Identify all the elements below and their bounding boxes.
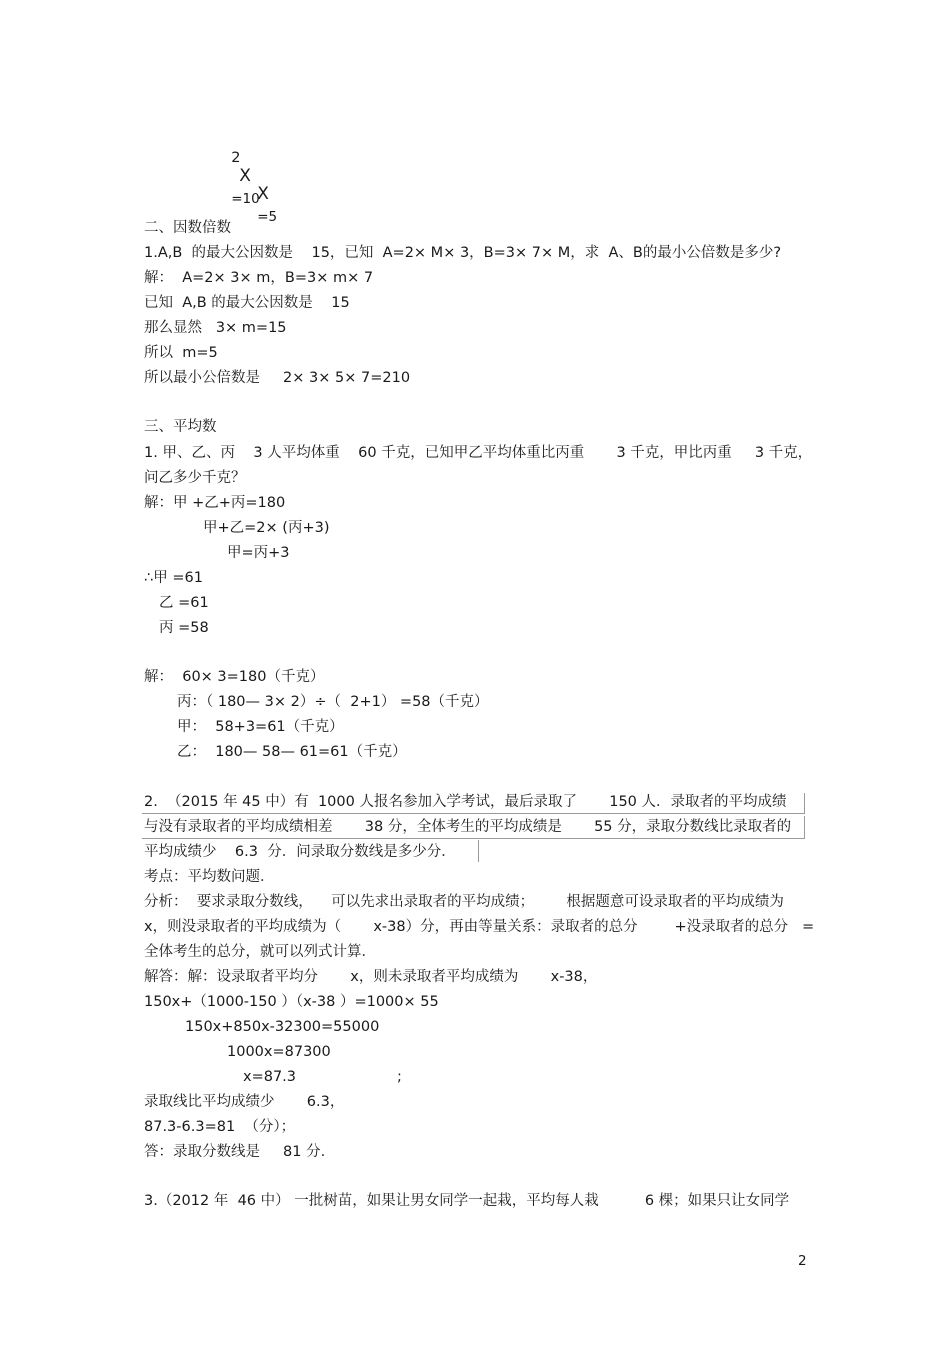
question2-answer: 解答：解：设录取者平均分 x，则未录取者平均成绩为 x-38， — [144, 969, 598, 985]
average-solution2-line: 甲： 58+3=61（千克） — [177, 719, 344, 735]
eq1-coef: 2 — [231, 150, 241, 166]
question2-answer: x=87.3 — [243, 1069, 297, 1085]
question2-analysis: 分析： 要求录取分数线， 可以先求出录取者的平均成绩； 根据题意可设录取者的平均成绩为 — [144, 894, 784, 910]
average-question-line-1: 1. 甲、乙、丙 3 人平均体重 60 千克，已知甲乙平均体重比丙重 3 千克，甲比丙重 3 千克， — [144, 445, 813, 461]
question2-line: 2. （2015 年 45 中）有 1000 人报名参加入学考试，最后录取了 150 人．录取者的平均成绩 — [144, 794, 787, 810]
average-solution2-line: 丙：（ 180— 3× 2）÷（ 2+1） =58（千克） — [177, 694, 489, 710]
factors-solution-line: 所以 m=5 — [144, 345, 218, 361]
question2-final-answer: 答：录取分数线是 81 分. — [144, 1144, 326, 1160]
question2-answer: 150x+850x-32300=55000 — [185, 1019, 380, 1035]
question2-answer: 1000x=87300 — [227, 1044, 331, 1060]
question-box-border — [142, 838, 805, 839]
average-solution2-line: 乙： 180— 58— 61=61（千克） — [177, 744, 407, 760]
question3-line: 3.（2012 年 46 中） 一批树苗，如果让男女同学一起栽，平均每人栽 6 棵；如果只让女同学 — [144, 1193, 790, 1209]
average-solution-line: 丙 =58 — [159, 620, 209, 636]
average-solution-line: 乙 =61 — [159, 595, 209, 611]
question2-analysis: 全体考生的总分，就可以列式计算． — [144, 944, 376, 960]
question-box-border — [804, 793, 805, 814]
factors-solution-line: 解： A=2× 3× m，B=3× m× 7 — [144, 270, 374, 286]
question-box-border — [478, 840, 479, 862]
factors-solution-line: 那么显然 3× m=15 — [144, 320, 287, 336]
eq2-variable: X — [257, 184, 269, 204]
question2-analysis: x，则没录取者的平均成绩为（ x-38）分，再由等量关系：录取者的总分 +没录取者的总分 = — [144, 919, 815, 935]
average-solution2-line: 解： 60× 3=180（千克） — [144, 669, 325, 685]
question2-answer: ; — [397, 1069, 402, 1085]
average-question-line-2: 问乙多少千克？ — [144, 470, 246, 486]
question2-answer: 150x+（1000-150 ）（x-38 ）=1000× 55 — [144, 994, 439, 1010]
eq1-variable: X — [239, 166, 251, 186]
page-number: 2 — [798, 1253, 807, 1269]
factors-solution-line: 已知 A,B 的最大公因数是 15 — [144, 295, 350, 311]
question-box-border — [142, 813, 805, 814]
factors-solution-line: 所以最小公倍数是 2× 3× 5× 7=210 — [144, 370, 411, 386]
average-solution-line: ∴甲 =61 — [144, 570, 203, 586]
average-solution-line: 甲+乙=2× (丙+3) — [203, 520, 330, 536]
eq2-rhs: =5 — [257, 209, 278, 225]
section-heading-factors: 二、因数倍数 — [144, 220, 231, 236]
section-heading-average: 三、平均数 — [144, 419, 217, 435]
average-solution-line: 甲=丙+3 — [227, 545, 290, 561]
question2-topic: 考点：平均数问题． — [144, 869, 275, 885]
average-solution-line: 解：甲 +乙+丙=180 — [144, 495, 286, 511]
question2-answer: 87.3-6.3=81 （分）； — [144, 1119, 296, 1135]
question2-line: 平均成绩少 6.3 分．问录取分数线是多少分． — [144, 844, 456, 860]
question-box-border — [804, 816, 805, 838]
equation-line-2 — [248, 167, 278, 225]
factors-question: 1.A,B 的最大公因数是 15，已知 A=2× M× 3，B=3× 7× M，求 A、B的最小公倍数是多少? — [144, 245, 782, 261]
question2-answer: 录取线比平均成绩少 6.3， — [144, 1094, 345, 1110]
eq1-rhs: =10 — [231, 191, 260, 207]
question2-line: 与没有录取者的平均成绩相差 38 分，全体考生的平均成绩是 55 分，录取分数线比录取者的 — [144, 819, 792, 835]
